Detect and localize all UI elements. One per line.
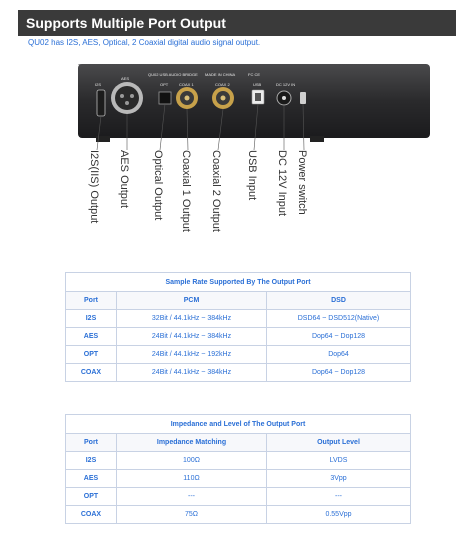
sample-rate-table [65,272,411,382]
table-row [66,346,411,364]
dsd-cell: DSD64 ~ DSD512(Native) [267,310,411,328]
port-cell: AES [66,470,117,488]
impedance-cell: 75Ω [117,506,267,524]
section-subtitle: QU02 has I2S, AES, Optical, 2 Coaxial digital audio signal output. [28,38,261,47]
callout-power: Power switch [296,150,308,215]
level-cell: LVDS [267,452,411,470]
optical-port [159,92,171,104]
panel-label: COAX 2 [215,82,230,87]
panel-label: COAX 1 [179,82,194,87]
pcm-cell: 24Bit / 44.1kHz ~ 384kHz [117,328,267,346]
column-header: Port [66,434,117,452]
column-header: Impedance Matching [117,434,267,452]
impedance-cell: 100Ω [117,452,267,470]
impedance-table [65,414,411,524]
dsd-cell: Dop64 ~ Dop128 [267,328,411,346]
column-header: DSD [267,292,411,310]
i2s-port [97,90,105,116]
level-cell: 3Vpp [267,470,411,488]
device-rear-panel [0,50,474,160]
pcm-cell: 24Bit / 44.1kHz ~ 192kHz [117,346,267,364]
column-header: PCM [117,292,267,310]
callout-coax1: Coaxial 1 Output [180,150,192,232]
callout-coax2: Coaxial 2 Output [210,150,222,232]
panel-label: FC CE [248,72,260,77]
port-cell: I2S [66,452,117,470]
panel-label: OPT [160,82,169,87]
table-row [66,310,411,328]
table-row [66,452,411,470]
port-cell: I2S [66,310,117,328]
power-switch [300,92,306,104]
port-cell: OPT [66,346,117,364]
table-row [66,328,411,346]
section-header [18,10,456,36]
panel-label: AES [121,76,130,81]
dsd-cell: Dop64 ~ Dop128 [267,364,411,382]
table-title: Sample Rate Supported By The Output Port [66,273,411,292]
callout-aes: AES Output [118,150,130,209]
table-title: Impedance and Level of The Output Port [66,415,411,434]
callout-optical: Optical Output [152,150,164,221]
table-row [66,470,411,488]
callout-dc: DC 12V Input [276,150,288,217]
table-row [66,506,411,524]
impedance-cell: --- [117,488,267,506]
device-illustration [0,50,474,255]
port-cell: COAX [66,364,117,382]
table-row [66,488,411,506]
panel-label: QU02 USB AUDIO BRIDGE [148,72,198,77]
port-cell: COAX [66,506,117,524]
column-header: Port [66,292,117,310]
table-row [66,364,411,382]
port-cell: AES [66,328,117,346]
level-cell: 0.55Vpp [267,506,411,524]
dsd-cell: Dop64 [267,346,411,364]
port-cell: OPT [66,488,117,506]
panel-label: I2S [95,82,102,87]
callout-usb: USB Input [246,150,258,201]
impedance-cell: 110Ω [117,470,267,488]
panel-label: MADE IN CHINA [205,72,236,77]
callout-i2s: I2S(IIS) Output [88,150,100,224]
level-cell: --- [267,488,411,506]
column-header: Output Level [267,434,411,452]
pcm-cell: 32Bit / 44.1kHz ~ 384kHz [117,310,267,328]
panel-label: USB [253,82,262,87]
panel-label: DC 12V IN [276,82,296,87]
pcm-cell: 24Bit / 44.1kHz ~ 384kHz [117,364,267,382]
section-title: Supports Multiple Port Output [26,15,226,31]
